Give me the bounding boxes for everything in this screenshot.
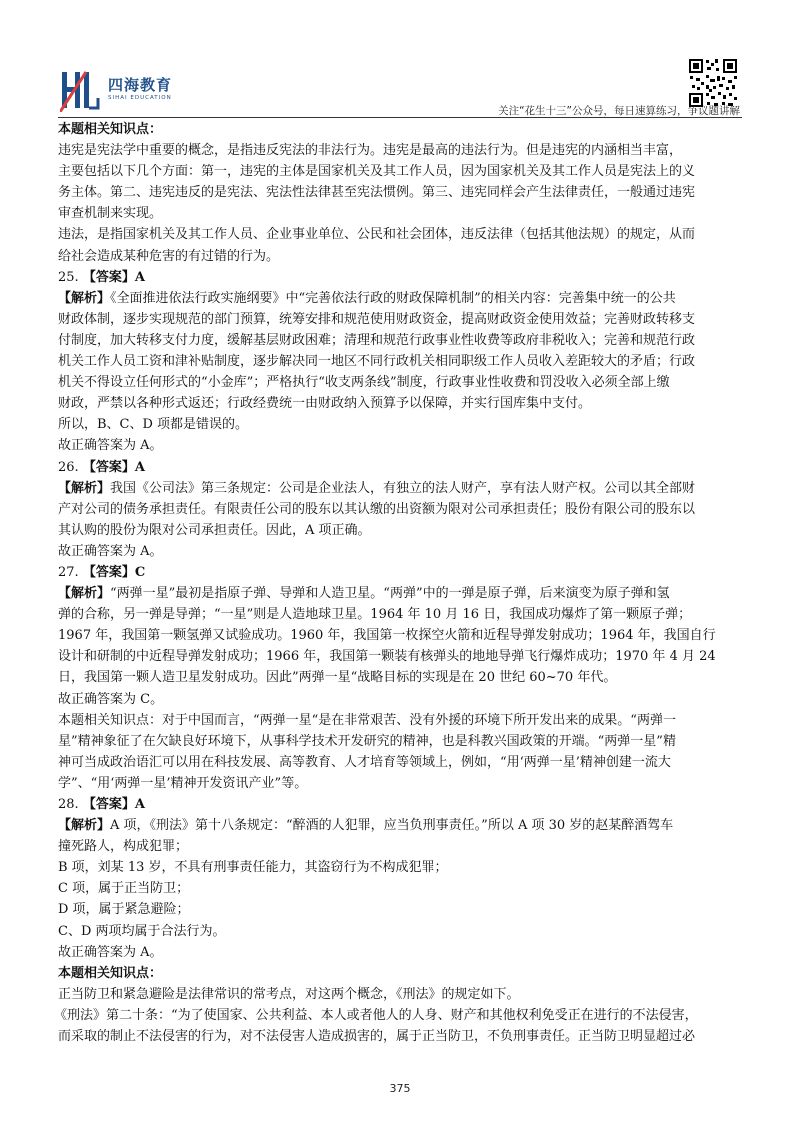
analysis-label: 【解析】 (58, 290, 111, 306)
page-number: 375 (389, 1082, 411, 1095)
qr-code-icon (688, 58, 738, 108)
answer-label: 【答案】A (82, 797, 145, 812)
text-line: 故正确答案为 A。 (58, 944, 163, 960)
analysis-label: 【解析】 (58, 586, 111, 602)
text-line: 正当防卫和紧急避险是法律常识的常考点，对这两个概念，《刑法》的规定如下。 (58, 986, 520, 1002)
text-line: 给社会造成某种危害的有过错的行为。 (58, 248, 280, 264)
logo-subtext: SIHAI EDUCATION (108, 95, 172, 101)
text-line: 我国《公司法》第三条规定：公司是企业法人，有独立的法人财产，享有法人财产权。公司以其全部财 (110, 480, 696, 496)
section-heading: 本题相关知识点： (58, 122, 163, 137)
text-line: 神可当成政治语汇可以用在科技发展、高等教育、人才培育等领域上，例如，“用‘两弹一星’精神创建一流大 (58, 754, 671, 770)
document-body (54, 119, 748, 1047)
answer-label: 【答案】A (82, 269, 145, 285)
text-line: 1967 年，我国第一颗氢弹又试验成功。1960 年，我国第一枚探空火箭和近程导弹发射成功；1964 年，我国自行 (58, 628, 716, 644)
text-line: 财政体制，逐步实现规范的部门预算，统筹安排和规范使用财政资金，提高财政资金使用效益；完善财政转移支 (58, 311, 696, 327)
answer-line-27 (58, 562, 748, 583)
text-line: 日，我国第一颗人造卫星发射成功。因此”两弹一星“战略目标的实现是在 20 世纪 60~70 年代。 (58, 670, 617, 686)
text-line: 而采取的制止不法侵害的行为，对不法侵害人造成损害的，属于正当防卫，不负刑事责任。正当防卫明显超过必 (58, 1029, 696, 1045)
text-line: 违法，是指国家机关及其工作人员、企业事业单位、公民和社会团体，违反法律（包括其他法规）的规定，从而 (58, 227, 696, 243)
text-line: 机关不得设立任何形式的“小金库”；严格执行“收支两条线”制度，行政事业性收费和罚没收入必须全部上缴 (58, 375, 670, 391)
answer-line-25 (58, 267, 748, 288)
text-line: 《全面推进依法行政实施纲要》中“完善依法行政的财政保障机制”的相关内容：完善集中统一的公共 (110, 290, 676, 306)
analysis-line (58, 583, 748, 604)
text-line: 弹的合称，另一弹是导弹；“一星”则是人造地球卫星。1964 年 10 月 16 日，我国成功爆炸了第一颗原子弹； (58, 607, 692, 623)
text-line: 设计和研制的中近程导弹发射成功；1966 年，我国第一颗装有核弹头的地地导弹飞行爆炸成功；1970 年 4 月 24 (58, 649, 716, 665)
header-divider (58, 117, 742, 118)
section-heading: 本题相关知识点： (58, 965, 163, 981)
text-line: D 项，属于紧急避险； (58, 902, 190, 918)
text-line: 付制度，加大转移支付力度，缓解基层财政困难；清理和规范行政事业性收费等政府非税收入；完善和规范行政 (58, 332, 696, 348)
text-line: 本题相关知识点：对于中国而言，“两弹一星“是在非常艰苦、没有外援的环境下所开发出来的成果。“两弹一 (58, 712, 676, 728)
text-line: 财政，严禁以各种形式返还；行政经费统一由财政纳入预算予以保障，并实行国库集中支付。 (58, 396, 592, 412)
text-line: 所以，B、C、D 项都是错误的。 (58, 417, 249, 433)
text-line: B 项，刘某 13 岁，不具有刑事责任能力，其盗窃行为不构成犯罪； (58, 860, 448, 876)
text-line: 违宪是宪法学中重要的概念，是指违反宪法的非法行为。违宪是最高的违法行为。但是违宪的内涵相当丰富， (58, 143, 683, 159)
question-number: 26. (58, 459, 79, 475)
text-line: 审查机制来实现。 (58, 206, 163, 222)
text-line: 务主体。第二、违宪违反的是宪法、宪法性法律甚至宪法惯例。第三、违宪同样会产生法律责任，一般通过违宪 (58, 185, 696, 201)
text-line: 主要包括以下几个方面：第一，违宪的主体是国家机关及其工作人员，因为国家机关及其工作人员是宪法上的义 (58, 164, 696, 180)
logo-icon (60, 68, 100, 112)
text-line: C、D 两项均属于合法行为。 (58, 923, 226, 939)
text-line: 撞死路人，构成犯罪； (58, 839, 189, 855)
text-line: 学”、“用‘两弹一星’精神开发资讯产业”等。 (58, 775, 308, 791)
analysis-label: 【解析】 (58, 480, 111, 496)
text-line: 故正确答案为 C。 (58, 691, 164, 707)
answer-label: 【答案】C (82, 564, 146, 580)
question-number: 25. (58, 269, 79, 285)
text-line: 故正确答案为 A。 (58, 438, 163, 454)
text-line: 机关工作人员工资和津补贴制度，逐步解决同一地区不同行政机关相同职级工作人员收入差距较大的矛盾；行政 (58, 354, 696, 370)
text-line: 《刑法》第二十条：“为了使国家、公共利益、本人或者他人的人身、财产和其他权利免受正在进行的不法侵害， (54, 1007, 698, 1023)
analysis-line (58, 288, 748, 309)
text-line: 产对公司的债务承担责任。有限责任公司的股东以其认缴的出资额为限对公司承担责任；股份有限公司的股东以 (58, 501, 696, 517)
logo-text: 四海教育 (108, 76, 173, 94)
text-line: 星”精神象征了在欠缺良好环境下，从事科学技术开发研究的精神，也是科教兴国政策的开端。“两弹一星”精 (58, 733, 676, 749)
text-line: 其认购的股份为限对公司承担责任。因此，A 项正确。 (58, 522, 371, 538)
text-line: C 项，属于正当防卫； (58, 881, 190, 897)
question-number: 28. (58, 797, 79, 812)
header-tagline: 关注“花生十三”公众号，每日速算练习，争议题讲解 (498, 105, 740, 117)
page-header (0, 0, 800, 120)
text-line: “两弹一星”最初是指原子弹、导弹和人造卫星。“两弹”中的一弹是原子弹，后来演变为原子弹和氢 (110, 586, 670, 602)
analysis-line (58, 478, 748, 499)
analysis-label: 【解析】 (58, 818, 111, 834)
answer-label: 【答案】A (82, 459, 145, 475)
sihai-education-logo (60, 68, 210, 112)
analysis-line (58, 815, 748, 836)
answer-line-26 (58, 457, 748, 478)
answer-line-28 (58, 794, 748, 815)
text-line: 故正确答案为 A。 (58, 543, 163, 559)
question-number: 27. (58, 564, 79, 580)
text-line: A 项，《刑法》第十八条规定：“醉酒的人犯罪，应当负刑事责任。”所以 A 项 30 岁的赵某醉酒驾车 (110, 818, 674, 834)
